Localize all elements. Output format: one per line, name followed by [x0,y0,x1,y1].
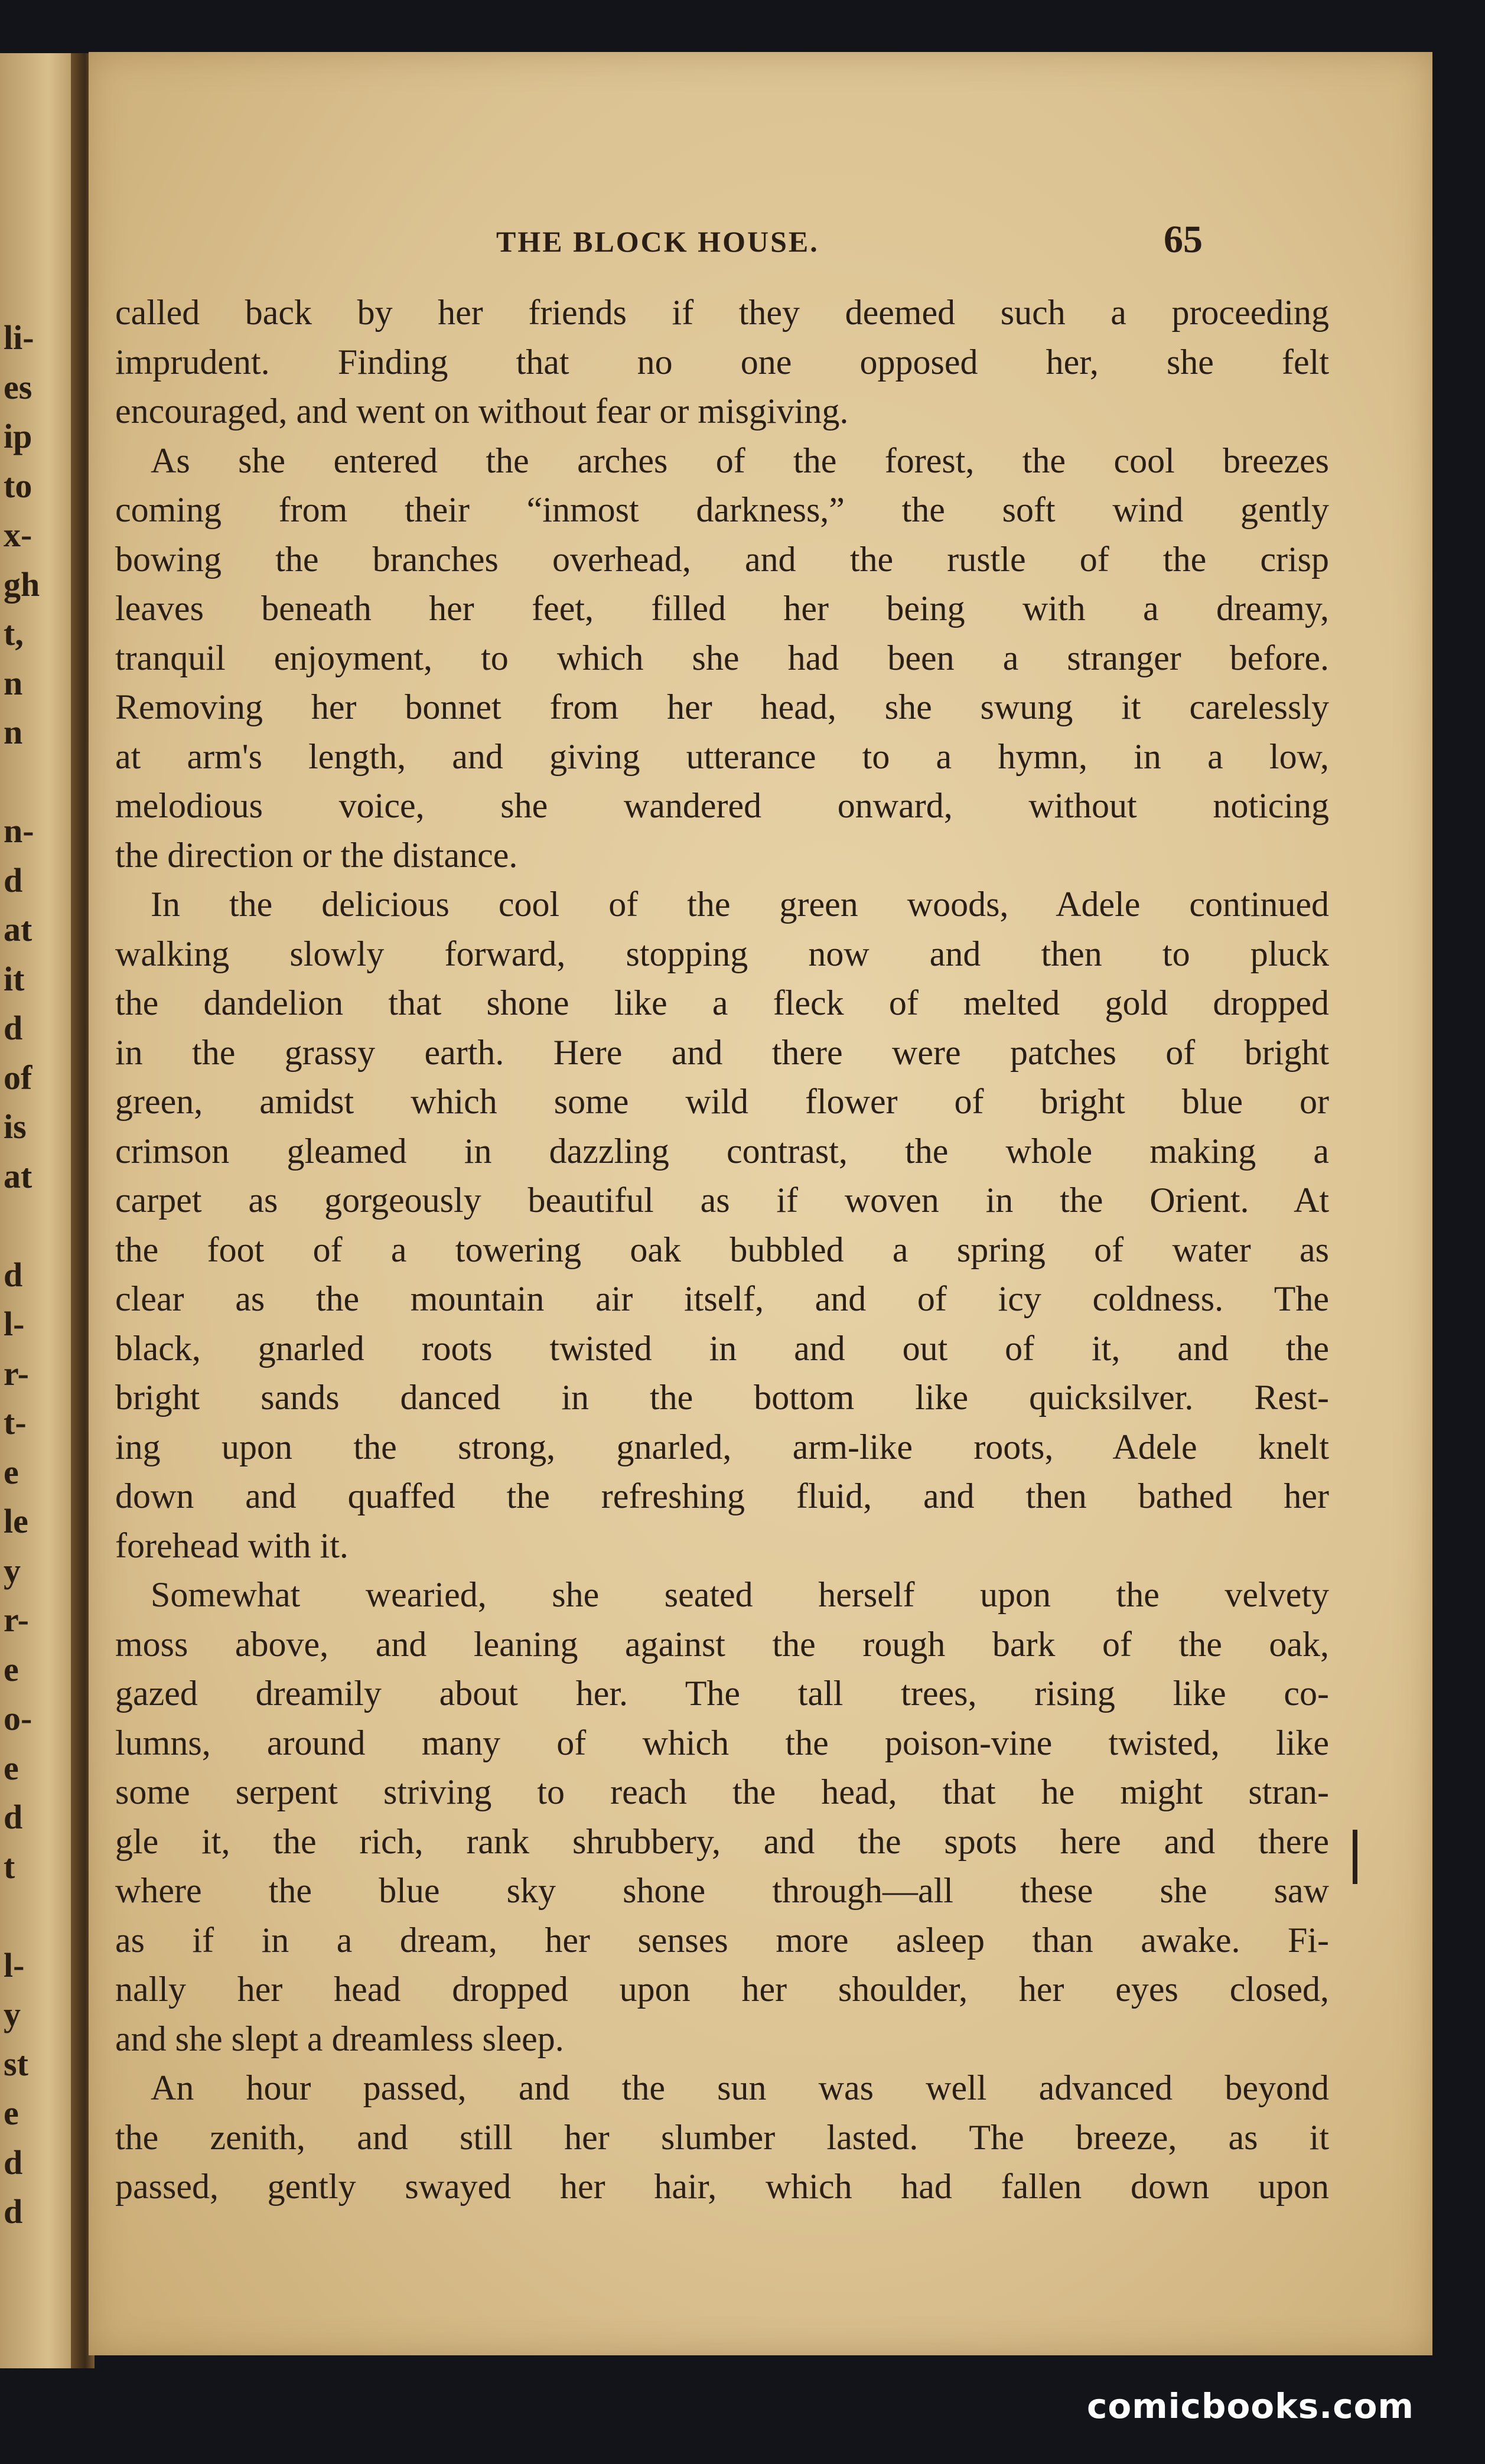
left-fragment: e [4,2094,19,2132]
text-line: clear as the mountain air itself, and of icy coldness. The [115,1279,1329,1318]
watermark: comicbooks.com [1087,2386,1414,2426]
text-line: lumns, around many of which the poison-vine twisted, like [115,1723,1329,1762]
left-fragment: t, [4,614,24,653]
left-fragment: d [4,861,23,899]
margin-mark [1353,1830,1357,1884]
text-line: ing upon the strong, gnarled, arm-like roots, Adele knelt [115,1427,1329,1466]
left-fragment: l- [4,1945,25,1984]
left-fragment: e [4,1748,19,1787]
left-fragment: t [4,1847,15,1886]
left-fragment: d [4,1009,23,1047]
text-line: In the delicious cool of the green woods, Adele continued [151,885,1329,924]
left-fragment: es [4,367,32,406]
left-fragment: of [4,1058,32,1097]
text-line: moss above, and leaning against the rough bark of the oak, [115,1624,1329,1664]
text-line: gle it, the rich, rank shrubbery, and the spots here and there [115,1821,1329,1861]
text-line: where the blue sky shone through—all these she saw [115,1871,1329,1910]
page-number: 65 [1164,218,1203,261]
text-line: the dandelion that shone like a fleck of melted gold dropped [115,983,1329,1022]
left-fragment: to [4,466,32,505]
text-line: As she entered the arches of the forest, the cool breezes [151,441,1329,480]
text-line: encouraged, and went on without fear or misgiving. [115,392,849,431]
text-line: walking slowly forward, stopping now and then to pluck [115,934,1329,973]
text-line: at arm's length, and giving utterance to a hymn, in a low, [115,736,1329,776]
text-line: crimson gleamed in dazzling contrast, the whole making a [115,1131,1329,1171]
left-fragment: is [4,1107,27,1146]
text-line: bowing the branches overhead, and the rustle of the crisp [115,539,1329,579]
left-fragment: ip [4,417,32,455]
text-line: leaves beneath her feet, filled her being with a dreamy, [115,589,1329,628]
left-fragment: d [4,1798,23,1836]
left-fragment: le [4,1502,28,1540]
text-line: black, gnarled roots twisted in and out of it, and the [115,1328,1329,1368]
left-fragment: l- [4,1305,25,1343]
left-fragment: it [4,959,25,998]
left-fragment: e [4,1452,19,1491]
text-line: passed, gently swayed her hair, which had fallen down upon [115,2167,1329,2206]
left-fragment: x- [4,516,32,554]
text-line: called back by her friends if they deemed such a proceeding [115,293,1329,332]
left-fragment: o- [4,1699,32,1738]
text-line: tranquil enjoyment, to which she had been a stranger before. [115,638,1329,677]
text-line: the direction or the distance. [115,835,518,875]
text-line: in the grassy earth. Here and there were patches of bright [115,1032,1329,1072]
text-line: and she slept a dreamless sleep. [115,2019,564,2058]
left-fragment: li- [4,318,34,357]
left-fragment: t- [4,1403,27,1442]
left-fragment: at [4,910,32,949]
text-line: some serpent striving to reach the head, that he might stran- [115,1772,1329,1811]
left-fragment: n [4,713,23,751]
left-fragment: st [4,2044,28,2083]
left-fragment: gh [4,565,40,604]
text-line: as if in a dream, her senses more asleep than awake. Fi- [115,1920,1329,1960]
text-line: nally her head dropped upon her shoulder, her eyes closed, [115,1970,1329,2009]
left-fragment: d [4,2192,23,2231]
text-line: bright sands danced in the bottom like quicksilver. Rest- [115,1378,1329,1417]
left-fragment: at [4,1156,32,1195]
running-head: THE BLOCK HOUSE. [496,225,819,258]
text-line: Somewhat wearied, she seated herself upon the velvety [151,1575,1329,1614]
text-line: the foot of a towering oak bubbled a spring of water as [115,1230,1329,1269]
left-fragment: r- [4,1601,29,1639]
text-line: Removing her bonnet from her head, she swung it carelessly [115,687,1329,726]
left-fragment: y [4,1551,21,1590]
text-line: An hour passed, and the sun was well advanced beyond [151,2068,1329,2107]
left-fragment: d [4,2143,23,2182]
left-fragment: y [4,1995,21,2033]
text-line: coming from their “inmost darkness,” the soft wind gently [115,490,1329,529]
left-fragment: d [4,1255,23,1294]
page-text-body [115,288,1329,2212]
text-line: forehead with it. [115,1526,349,1565]
left-fragment: e [4,1650,19,1689]
left-fragment: r- [4,1354,29,1393]
text-line: down and quaffed the refreshing fluid, and then bathed her [115,1477,1329,1515]
text-line: green, amidst which some wild flower of bright blue or [115,1082,1329,1121]
text-line: the zenith, and still her slumber lasted. The breeze, as it [115,2117,1329,2157]
text-line: melodious voice, she wandered onward, without noticing [115,786,1329,825]
left-fragment: n [4,663,23,702]
text-line: imprudent. Finding that no one opposed her, she felt [115,342,1329,382]
text-line: carpet as gorgeously beautiful as if woven in the Orient. At [115,1181,1329,1220]
left-fragment: n- [4,811,34,850]
text-line: gazed dreamily about her. The tall trees, rising like co- [115,1674,1329,1713]
book-page [89,52,1432,2355]
